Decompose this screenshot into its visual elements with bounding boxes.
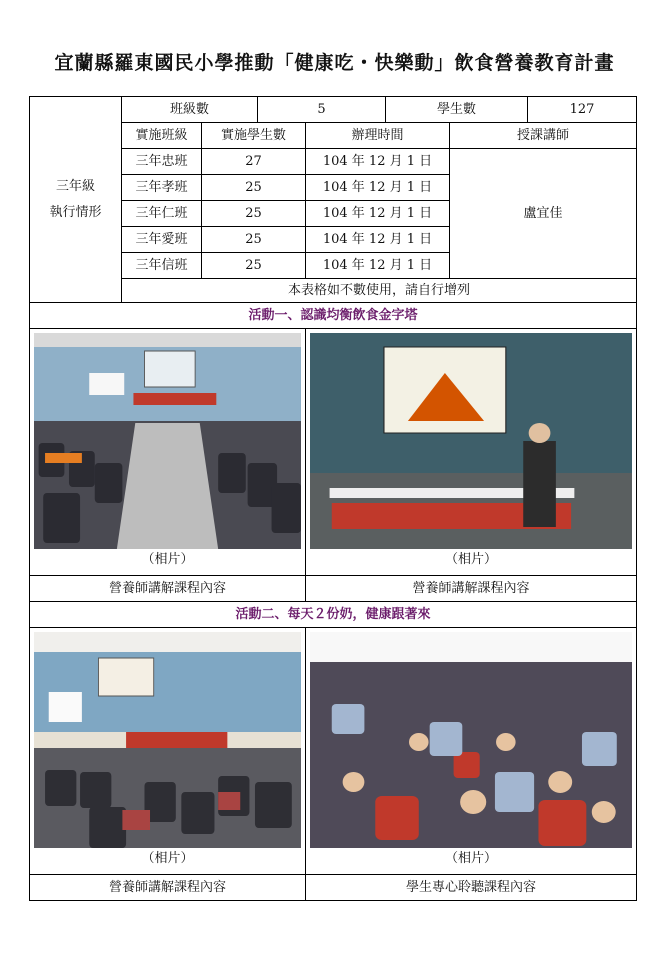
- activity1-photo-left-cell: [30, 329, 306, 576]
- class-name: 三年仁班: [122, 201, 202, 227]
- header-instructor: 授課講師: [450, 123, 637, 149]
- photo-label: （相片）: [141, 552, 194, 567]
- date: 104 年 12 月 1 日: [306, 149, 450, 175]
- activity2-photo-left-cell: [30, 628, 306, 875]
- photo-label: （相片）: [141, 851, 194, 866]
- table-row: [30, 149, 637, 175]
- student-number: 25: [202, 253, 306, 279]
- instructor-name: 盧宜佳: [450, 149, 637, 279]
- activity1-title: 活動一、認識均衡飲食金字塔: [30, 303, 637, 329]
- date: 104 年 12 月 1 日: [306, 227, 450, 253]
- class-name: 三年忠班: [122, 149, 202, 175]
- activity2-title: 活動二、每天２份奶，健康跟著來: [30, 602, 637, 628]
- photo-label: （相片）: [445, 552, 498, 567]
- activity2-caption-right: 學生專心聆聽課程內容: [306, 875, 637, 901]
- grade-execution-label: 三年級 執行情形: [30, 97, 122, 303]
- activity2-photo-right-cell: [306, 628, 637, 875]
- classroom-photo: [34, 632, 301, 848]
- date: 104 年 12 月 1 日: [306, 253, 450, 279]
- student-number: 25: [202, 227, 306, 253]
- class-name: 三年孝班: [122, 175, 202, 201]
- class-name: 三年愛班: [122, 227, 202, 253]
- header-class: 實施班級: [122, 123, 202, 149]
- presentation-photo: [310, 333, 632, 549]
- report-table: [29, 96, 637, 901]
- photo-illustration: [310, 632, 632, 848]
- header-date: 辦理時間: [306, 123, 450, 149]
- activity1-caption-left: 營養師講解課程內容: [30, 576, 306, 602]
- activity2-caption-left: 營養師講解課程內容: [30, 875, 306, 901]
- date: 104 年 12 月 1 日: [306, 201, 450, 227]
- page-title: 宜蘭縣羅東國民小學推動「健康吃・快樂動」飲食營養教育計畫: [54, 52, 615, 74]
- students-photo: [310, 632, 632, 848]
- photo-illustration: [310, 333, 632, 549]
- student-number: 25: [202, 175, 306, 201]
- header-students: 實施學生數: [202, 123, 306, 149]
- class-name: 三年信班: [122, 253, 202, 279]
- activity1-photo-right-cell: [306, 329, 637, 576]
- student-count-value: 127: [528, 97, 637, 123]
- photo-illustration: [34, 632, 301, 848]
- student-number: 25: [202, 201, 306, 227]
- photo-illustration: [34, 333, 301, 549]
- student-number: 27: [202, 149, 306, 175]
- date: 104 年 12 月 1 日: [306, 175, 450, 201]
- photo-label: （相片）: [445, 851, 498, 866]
- activity1-caption-right: 營養師講解課程內容: [306, 576, 637, 602]
- student-count-label: 學生數: [386, 97, 528, 123]
- class-count-value: 5: [258, 97, 386, 123]
- class-count-label: 班級數: [122, 97, 258, 123]
- classroom-photo: [34, 333, 301, 549]
- table-note: 本表格如不數使用，請自行增列: [122, 279, 637, 303]
